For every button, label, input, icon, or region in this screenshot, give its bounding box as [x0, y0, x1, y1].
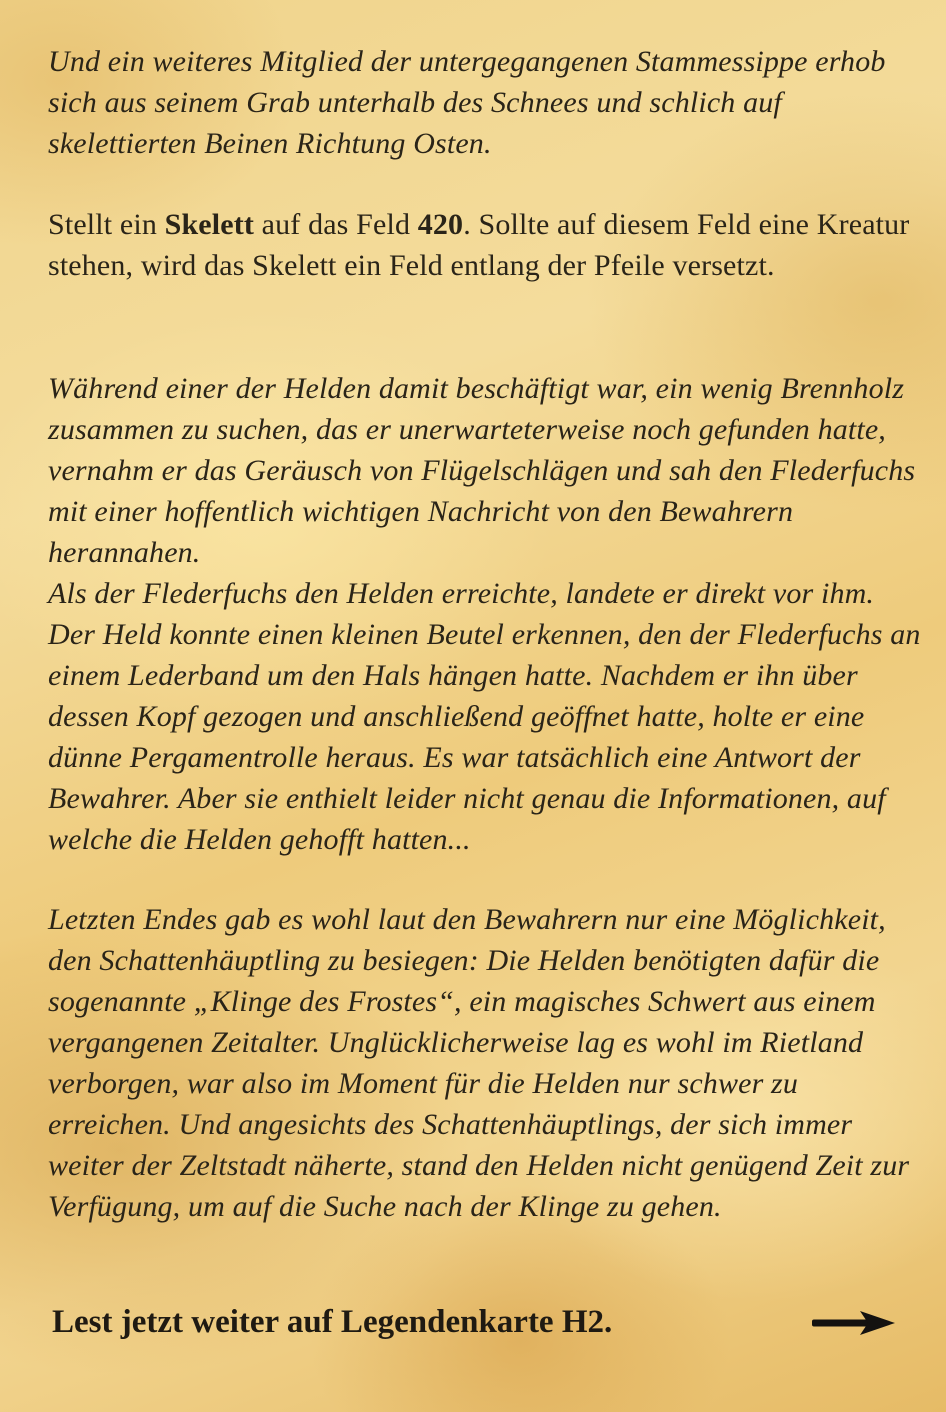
instruction-text-middle: auf das Feld	[254, 208, 418, 241]
intro-paragraph: Und ein weiteres Mitglied der untergegangenen Stammessippe erhob sich aus seinem Grab unterhalb des Schnees und schlich auf skelettierten Beinen Richtung Osten.	[48, 45, 886, 160]
story-paragraph-2: Als der Flederfuchs den Helden erreichte, landete er direkt vor ihm. Der Held konnte einen kleinen Beutel erkennen, den der Flederfuchs an einem Lederband um den Hals hängen hatte. Nachdem er ihn über dessen Kopf gezogen und anschließend geöffnet hatte, holte er eine dünne Pergamentrolle heraus. Es war tatsächlich eine Antwort der Bewahrer. Aber sie enthielt leider nicht genau die Informationen, auf welche die Helden gehofft hatten...	[48, 577, 921, 856]
arrow-right-icon	[810, 1310, 896, 1336]
continue-instruction: Lest jetzt weiter auf Legendenkarte H2.	[52, 1304, 613, 1340]
story-paragraph-1: Während einer der Helden damit beschäftigt war, ein wenig Brennholz zusammen zu suchen, das er unerwarteterweise noch gefunden hatte, vernahm er das Geräusch von Flügelschlägen und sah den Flederfuchs mit einer hoffentlich wichtigen Nachricht von den Bewahrern herannahen.	[48, 372, 916, 569]
instruction-text-start: Stellt ein	[48, 208, 165, 241]
story-paragraph-3: Letzten Endes gab es wohl laut den Bewahrern nur eine Möglichkeit, den Schattenhäuptling zu besiegen: Die Helden benötigten dafür die sogenannte „Klinge des Frostes“, ein magisches Schwert aus einem vergangenen Zeitalter. Unglücklicherweise lag es wohl im Rietland verborgen, war also im Moment für die Helden nur schwer zu erreichen. Und angesichts des Schattenhäuptlings, der sich immer weiter der Zeltstadt näherte, stand den Helden nicht genügend Zeit zur Verfügung, um auf die Suche nach der Klinge zu gehen.	[48, 903, 910, 1223]
instruction-paragraph	[48, 204, 923, 286]
field-number: 420	[417, 208, 464, 241]
instruction-text-end: . Sollte auf diesem Feld eine Kreatur stehen, wird das Skelett ein Feld entlang der Pfeile versetzt.	[48, 208, 910, 282]
creature-name: Skelett	[164, 208, 255, 241]
